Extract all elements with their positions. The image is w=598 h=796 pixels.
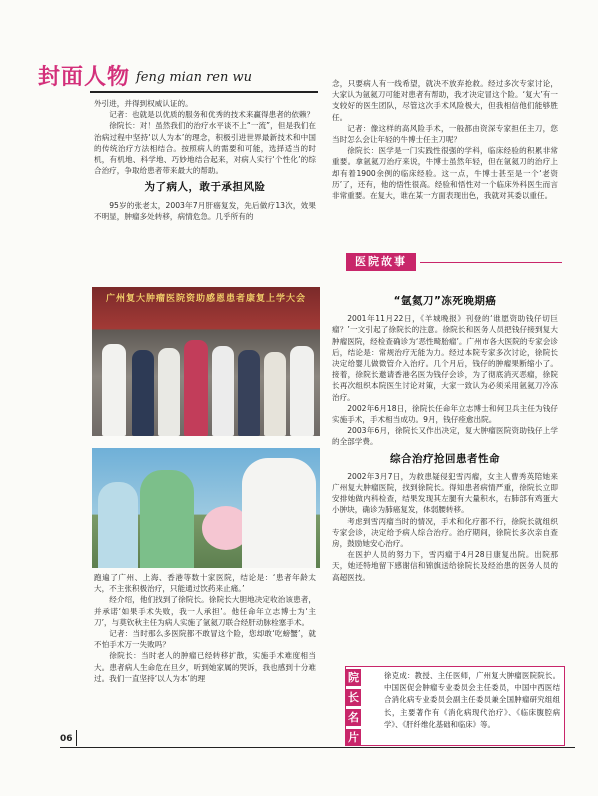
paragraph: 2003年6月，徐院长又作出决定，复大肿瘤医院资助钱仔上学的全部学费。 (332, 426, 558, 447)
person-figure (290, 346, 314, 436)
paragraph: 徐院长：当时老人的肿瘤已经转移扩散，实施手术难度相当大。患者病人生命危在旦夕，听到她家属的哭诉，我也感到十分难过。我们一直坚持‘以人为本’的理 (94, 651, 316, 683)
story-heading: “氩氦刀”冻死晚期癌 (393, 295, 497, 307)
paragraph: 记者：当时那么多医院都不敢冒这个险，您却敢‘吃螃蟹’，就不怕手术万一失败吗？ (94, 629, 316, 650)
page-number-rule (76, 730, 77, 746)
bio-tag-char: 长 (348, 691, 359, 704)
paragraph: 2002年6月18日，徐院长任命年立志博士和何卫兵主任为钱仔实施手术，手术相当成功。9月，钱仔痊愈出院。 (332, 403, 558, 425)
section-heading: 为了病人，敢于承担风险 (144, 181, 266, 194)
paragraph: 徐院长：医学是一门实践性很强的学科，临床经验的积累非常重要。拿氩氦刀治疗来说，牛博士虽然年轻，但在氩氦刀的治疗上却有着1900余例的临床经验。这一点，牛博士甚至是一个‘老资历’了，还有，他的悟性很高。经验和悟性对一个临床外科医生而言非常重要。在复大，谁在某一方面表现出色，我就对其委以重任。 (332, 146, 558, 201)
paragraph: 在医护人员的努力下，雪丙瘤于4月28日康复出院。出院那天，她还特地留下感谢信和锦旗送给徐院长及经治患的医务人员的高超医技。 (332, 550, 558, 582)
person-figure (140, 470, 194, 568)
section-title: 封面人物 (38, 65, 131, 90)
footer-rule (60, 747, 575, 748)
section-pinyin: feng mian ren wu (136, 70, 252, 85)
paragraph: 经介绍，他们找到了徐院长。徐院长大胆地决定收治该患者，并承诺‘如果手术失败，我一人承担’。他任命年立志博士为‘主刀’，与莫钦秋主任为病人实施了氩氦刀联合经肝动脉栓塞手术。 (94, 595, 316, 627)
paragraph: 念，只要病人有一线希望，就决不放弃抢救。经过多次专家讨论，大家认为氩氦刀可能对患者有帮助，我才决定冒这个险。‘复大’有一支较好的医生团队，尽管这次手术风险极大，但我相信他们能够胜任。 (332, 79, 558, 122)
story2-heading: 综合治疗抢回患者性命 (390, 452, 500, 465)
person-figure (238, 350, 260, 436)
bio-tag-char: 片 (348, 731, 359, 744)
bio-tag-char: 名 (348, 711, 359, 724)
person-figure (242, 458, 316, 568)
story-box-label-text: 医院故事 (355, 255, 407, 268)
group-photo (92, 287, 320, 436)
right-column-top (332, 78, 558, 201)
person-figure (132, 350, 154, 436)
paragraph: 考虑到雪丙瘤当时的情况，手术和化疗都不行，徐院长就组织专家会诊，决定给予病人综合治疗。治疗期间，徐院长多次亲自查房，鼓励她安心治疗。 (332, 516, 558, 549)
paragraph: 记者：也就是以优质的服务和优秀的技术来赢得患者的依赖？ (109, 110, 315, 120)
header-rule (90, 91, 318, 93)
story-box-label (346, 253, 416, 271)
person-figure (184, 340, 208, 436)
paragraph: 徐院长：对！虽然我们的治疗水平谈不上“一流”，但是我们在治病过程中坚持‘以人为本’的理念，积极引进世界最新技术和中国的传统治疗方法相结合。按照病人的需要和可能，选择适当的时机，有机地、科学地、巧妙地结合起来，对病人实行‘个性化’的综合治疗，争取给患者带来最大的帮助。 (94, 121, 316, 176)
left-column-bottom (94, 572, 316, 684)
paragraph: 跑遍了广州、上海、香港等数十家医院，结论是：‘患者年龄太大，不主张积极治疗，只能通过饮药来止痛。’ (94, 573, 316, 594)
person-figure (158, 348, 180, 436)
paragraph: 95岁的张老太，2003年7月肝癌复发，先后做疗13次，效果不明显，肿瘤多处转移，病情危急。几乎所有的 (94, 200, 316, 221)
right-column-story (332, 290, 558, 583)
person-figure (102, 344, 126, 436)
person-figure (98, 482, 138, 568)
paragraph: 2001年11月22日，《羊城晚报》刊登的‘谁愿资助钱仔切巨瘤？’一文引起了徐院长的注意。徐院长和医务人员把钱仔接到复大肿瘤医院，经检查确诊为‘恶性畸胎瘤’。广州市各大医院的专家会诊后，结论是：常规治疗无能为力。经过本院专家多次讨论，徐院长决定给婴儿做微管介入治疗。几个月后，钱仔的肿瘤果断缩小了。接着，徐院长邀请香港名医为钱仔会诊，为了彻底消灭恶瘤，徐院长再次组织本院医生讨论对策，大家一致认为必须采用氩氦刀冷冻治疗。 (332, 314, 558, 402)
left-column-top (94, 98, 316, 222)
bio-tag-char: 院 (348, 671, 359, 684)
story-box-rule (420, 262, 562, 263)
paragraph: 记者：像这样的高风险手术，一般都由资深专家担任主刀，您当时怎么会让年轻的牛博士任主刀呢？ (332, 123, 558, 145)
photo-banner: 广州复大肿瘤医院资助感恩患者康复上学大会 (105, 294, 306, 304)
paragraph: 外引进，并得到权威认证的。 (94, 99, 193, 108)
flower-presentation-photo (92, 448, 320, 568)
page-number: 06 (60, 734, 73, 744)
bio-text: 徐克成：教授、主任医师，广州复大肿瘤医院院长。中国医促会肿瘤专业委员会主任委员，中国中西医结合消化病专业委员会副主任委员兼全国肿瘤研究组组长，主要著作有《消化病现代治疗》、《临床腹腔病学》、《肝纤维化基础和临床》等。 (384, 671, 560, 729)
person-figure (264, 352, 286, 436)
paragraph: 2002年3月7日，为救患疑侵犯雪丙瘤，女主人曹秀英陪她来广州复大肿瘤医院，找到徐院长。得知患者病情严重，徐院长立即安排她做内科检查，结果发现其左腿有大量积水，右肺部有鸡蛋大小肿块，确诊为肺癌复发，体弱腰转移。 (332, 471, 558, 515)
person-figure (212, 346, 234, 436)
bio-tag (345, 666, 379, 746)
